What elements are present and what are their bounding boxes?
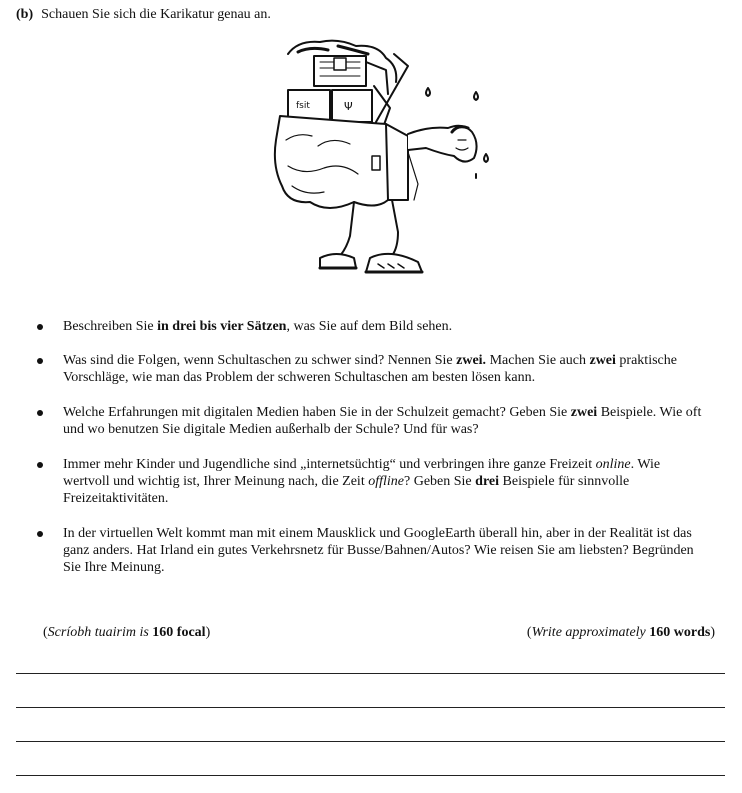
shoe-right (366, 254, 422, 272)
question-instruction: Schauen Sie sich die Karikatur genau an. (41, 7, 271, 22)
task-list (0, 318, 742, 576)
bullet-icon (37, 462, 43, 468)
task-item: Was sind die Folgen, wenn Schultaschen zu schwer sind? Nennen Sie zwei. Machen Sie auch zwei praktische Vorschläge, wie man das Problem der schweren Schultaschen am besten lösen kann. (0, 352, 742, 386)
bullet-icon (37, 358, 43, 364)
word-count-english: (Write approximately 160 words) (526, 625, 715, 640)
task-item: Welche Erfahrungen mit digitalen Medien haben Sie in der Schulzeit gemacht? Geben Sie zwei Beispiele. Wie oft und wo benutzen Sie digitale Medien außerhalb der Schule? Und für was? (0, 404, 742, 438)
shoe-left (320, 254, 356, 268)
task-item: In der virtuellen Welt kommt man mit einem Mausklick und GoogleEarth überall hin, aber in der Realität ist das ganz anders. Hat Irland ein gutes Verkehrsnetz für Busse/Bahnen/Autos? Wie reisen Sie am liebsten? Begründen Sie Ihre Meinung. (0, 525, 742, 576)
bullet-icon (37, 531, 43, 537)
sweat-drop (426, 88, 430, 96)
bullet-icon (37, 324, 43, 330)
question-heading (16, 7, 271, 23)
answer-line[interactable] (16, 707, 725, 708)
book-left-label: fsit (296, 101, 310, 111)
answer-line[interactable] (16, 673, 725, 674)
answer-line[interactable] (16, 775, 725, 776)
question-label: (b) (16, 7, 34, 22)
bullet-icon (37, 410, 43, 416)
schoolbag (275, 116, 388, 208)
answer-line[interactable] (16, 741, 725, 742)
word-count-irish: (Scríobh tuairim is 160 focal) (43, 625, 211, 640)
task-item: Beschreiben Sie in drei bis vier Sätzen, was Sie auf dem Bild sehen. (0, 318, 742, 335)
book-right-label: Ψ (344, 100, 353, 113)
leg-left (338, 202, 354, 258)
cartoon-schoolbag-image (258, 36, 498, 286)
task-item: Immer mehr Kinder und Jugendliche sind „internetsüchtig“ und verbringen ihre ganze Freizeit online. Wie wertvoll und wichtig ist, Ihrer Meinung nach, die Zeit offline? Geben Sie drei Beispiele für sinnvolle Freizeitaktivitäten. (0, 456, 742, 507)
bent-head (408, 126, 477, 162)
bag-buckle (372, 156, 380, 170)
leg-right (390, 200, 398, 258)
